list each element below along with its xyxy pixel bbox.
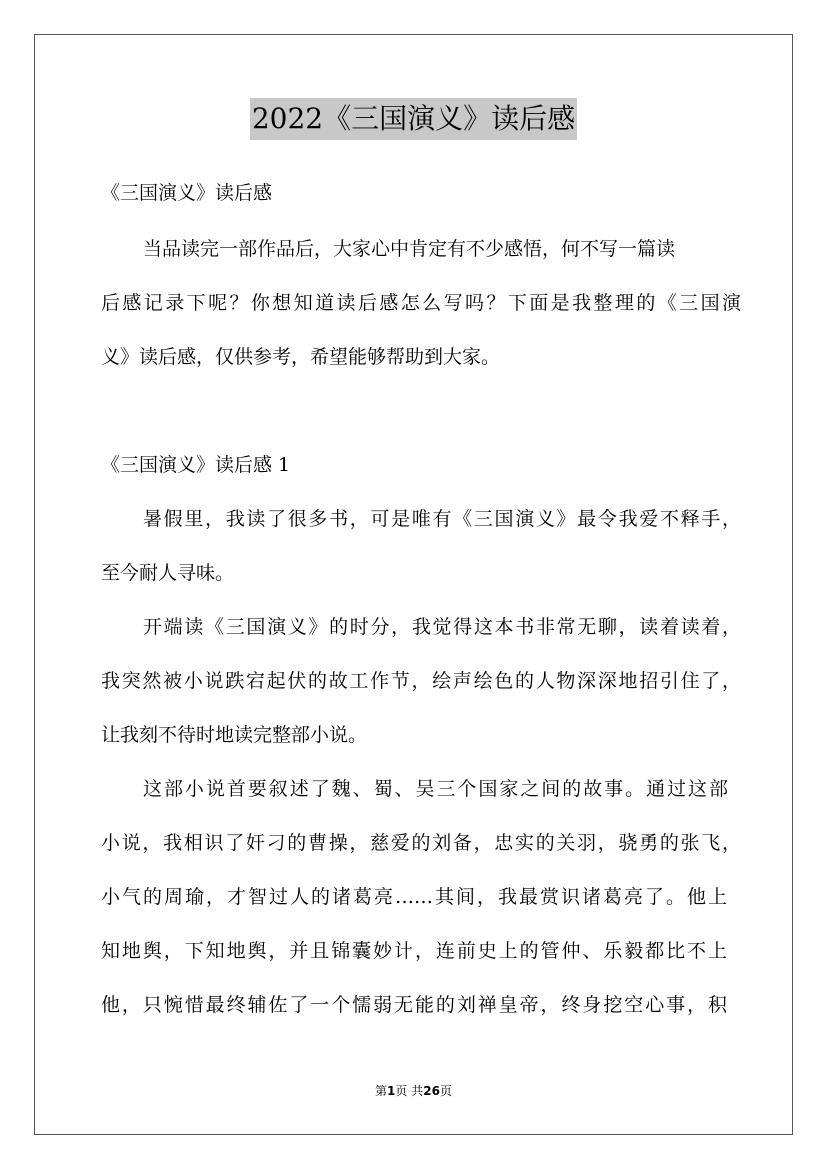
paragraph-line: 至今耐人寻味。 xyxy=(101,562,235,584)
paragraph-line: 小气的周瑜，才智过人的诸葛亮……其间，我最赏识诸葛亮了。他上 xyxy=(101,886,727,908)
section-heading: 《三国演义》读后感 1 xyxy=(101,454,291,476)
paragraph-line: 他，只惋惜最终辅佐了一个懦弱无能的刘禅皇帝，终身挖空心事，积 xyxy=(101,994,727,1016)
footer-suffix: 页 xyxy=(439,1084,452,1098)
paragraph-line: 我突然被小说跌宕起伏的故工作节，绘声绘色的人物深深地招引住了， xyxy=(101,670,741,692)
paragraph-line: 暑假里，我读了很多书，可是唯有《三国演义》最令我爱不释手， xyxy=(143,508,741,530)
paragraph-line: 当品读完一部作品后，大家心中肯定有不少感悟，何不写一篇读 xyxy=(143,238,676,260)
page-footer xyxy=(0,1082,827,1099)
paragraph-line: 知地舆，下知地舆，并且锦囊妙计，连前史上的管仲、乐毅都比不上 xyxy=(101,940,727,962)
total-pages-number: 26 xyxy=(423,1084,440,1098)
footer-mid: 页 共 xyxy=(395,1084,424,1098)
title-container xyxy=(0,98,827,140)
paragraph-line: 后感记录下呢？你想知道读后感怎么写吗？下面是我整理的《三国演 xyxy=(101,292,741,314)
paragraph-line: 小说，我相识了奸刁的曹操，慈爱的刘备，忠实的关羽，骁勇的张飞， xyxy=(101,832,741,854)
paragraph-line: 开端读《三国演义》的时分，我觉得这本书非常无聊，读着读着， xyxy=(143,616,741,638)
paragraph-line: 义》读后感，仅供参考，希望能够帮助到大家。 xyxy=(101,346,501,368)
section-heading: 《三国演义》读后感 xyxy=(101,182,273,204)
current-page-number: 1 xyxy=(387,1084,396,1098)
document-title: 2022《三国演义》读后感 xyxy=(250,98,577,140)
paragraph-line: 让我刻不待时地读完整部小说。 xyxy=(101,724,368,746)
footer-prefix: 第 xyxy=(375,1084,388,1098)
paragraph-line: 这部小说首要叙述了魏、蜀、吴三个国家之间的故事。通过这部 xyxy=(143,778,728,800)
